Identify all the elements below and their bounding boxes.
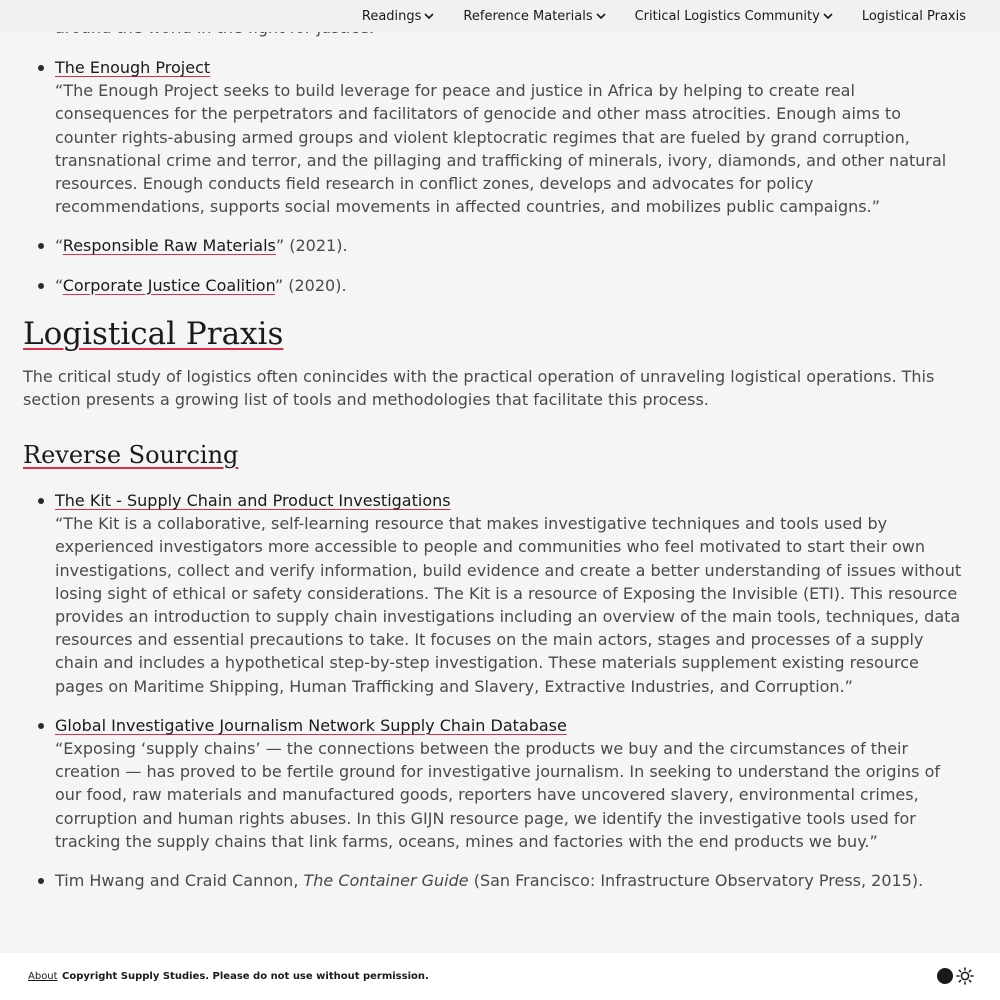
- subsection-title: Reverse Sourcing: [23, 441, 239, 469]
- link-the-kit[interactable]: The Kit - Supply Chain and Product Investigations: [55, 491, 451, 510]
- chevron-down-icon: [822, 10, 834, 22]
- link-corporate-justice-coalition[interactable]: Corporate Justice Coalition: [62, 275, 275, 295]
- chevron-down-icon: [423, 10, 435, 22]
- top-navigation-bar: [0, 0, 1000, 32]
- item-description: “The Enough Project seeks to build leverage for peace and justice in Africa by helping to create real consequences for the perpetrators and facilitators of genocide and other mass atrocities. Enough aims to counter rights-abusing armed groups and violent kleptocratic regimes that are fueled by grand corruption, transnational crime and terror, and the pillaging and trafficking of minerals, ivory, diamonds, and other natural resources. Enough conducts field research in conflict zones, develops and advocates for policy recommendations, supports social movements in affected countries, and mobilizes public campaigns.”: [55, 81, 947, 217]
- moon-circle-icon[interactable]: [937, 968, 953, 984]
- nav-critical-logistics-community-label: Critical Logistics Community: [634, 8, 820, 24]
- nav-readings[interactable]: [362, 9, 436, 24]
- nav-logistical-praxis[interactable]: [862, 9, 966, 24]
- list-item: [55, 869, 965, 892]
- section-intro: The critical study of logistics often conincides with the practical operation of unraveling logistical operations. This section presents a growing list of tools and methodologies that facilitate this process.: [23, 367, 935, 409]
- citation-authors: Tim Hwang and Craid Cannon,: [55, 871, 304, 891]
- item-year: ” (2021).: [275, 236, 348, 256]
- item-description: “The Kit is a collaborative, self-learning resource that makes investigative techniques and tools used by experienced investigators more accessible to people and communities who feel motivated to start their own investigations, collect and verify information, build evidence and create a better understanding of issues without losing sight of ethical or safety considerations. The Kit is a resource of Exposing the Invisible (ETI). This resource provides an introduction to supply chain investigations including an overview of the main tools, techniques, data resources and essential precautions to take. It focuses on the main actors, stages and processes of a supply chain and includes a hypothetical step-by-step investigation. These materials supplement existing resource pages on Maritime Shipping, Human Trafficking and Slavery, Extractive Industries, and Corruption.”: [55, 514, 962, 696]
- list-item: [55, 234, 965, 257]
- section-title: Logistical Praxis: [23, 316, 284, 352]
- sun-icon[interactable]: [956, 967, 974, 985]
- footer-about-link[interactable]: About: [28, 971, 58, 982]
- chevron-down-icon: [595, 10, 607, 22]
- list-item: [55, 714, 965, 853]
- quote-open: “: [55, 275, 63, 295]
- quote-open: “: [55, 236, 63, 256]
- item-description: “Exposing ‘supply chains’ — the connections between the products we buy and the circumstances of their creation — has proved to be fertile ground for investigative journalism. In seeking to understand the origins of our food, raw materials and manufactured goods, reporters have uncovered slavery, environmental crimes, corruption and human rights abuses. In this GIJN resource page, we identify the investigative tools used for tracking the supply chains that link farms, oceans, mines and factories with the end products we buy.”: [55, 739, 940, 851]
- link-responsible-raw-materials[interactable]: Responsible Raw Materials: [62, 236, 276, 256]
- main-nav: [362, 0, 966, 32]
- item-year: ” (2020).: [274, 275, 347, 295]
- link-enough-project[interactable]: The Enough Project: [55, 58, 211, 77]
- footer-copyright: Copyright Supply Studies. Please do not use without permission.: [62, 971, 429, 982]
- resource-list-justice: [0, 56, 965, 313]
- nav-readings-label: Readings: [361, 8, 422, 24]
- list-item: [55, 489, 965, 698]
- list-item: [55, 56, 965, 218]
- list-item: [55, 274, 965, 297]
- nav-critical-logistics-community[interactable]: [635, 9, 834, 24]
- nav-reference-materials-label: Reference Materials: [463, 8, 593, 24]
- citation-publication: (San Francisco: Infrastructure Observatory Press, 2015).: [468, 871, 924, 891]
- nav-reference-materials[interactable]: [463, 9, 606, 24]
- link-gijn-supply-chain-database[interactable]: Global Investigative Journalism Network Supply Chain Database: [55, 715, 567, 735]
- citation-book-title: The Container Guide: [303, 871, 469, 891]
- page-footer: [0, 953, 1000, 1000]
- resource-list-reverse-sourcing: [0, 489, 965, 908]
- nav-logistical-praxis-label: Logistical Praxis: [861, 8, 966, 24]
